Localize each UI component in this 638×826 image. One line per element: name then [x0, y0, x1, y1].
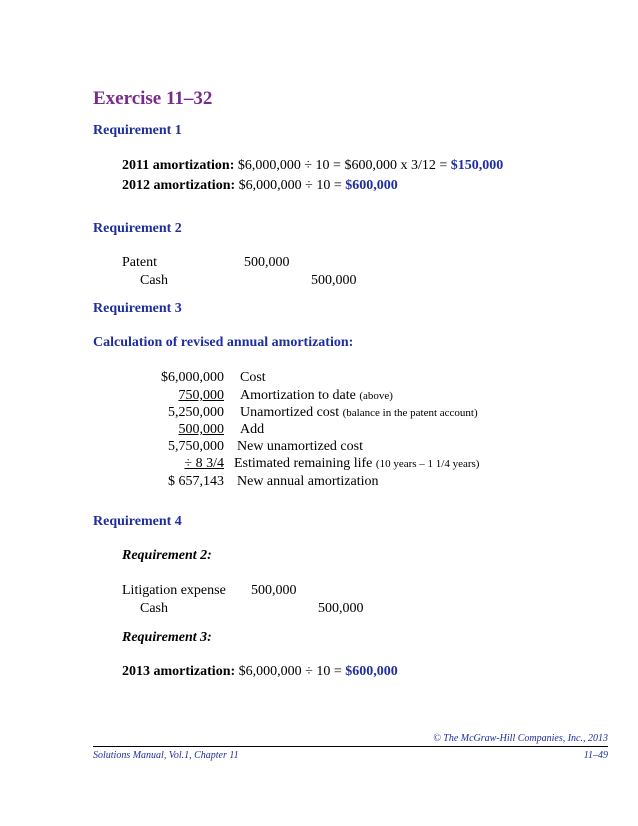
amortization-2011-label: 2011 amortization: — [122, 158, 235, 173]
calc-row-new-annual-amount: $ 657,143 — [168, 474, 224, 489]
requirement-1-heading: Requirement 1 — [93, 123, 182, 138]
calc-row-add-desc: Add — [240, 422, 265, 437]
calc-row-amortization-note: (above) — [359, 390, 393, 402]
journal-debit-account: Patent — [122, 255, 157, 270]
requirement-4-sub2-heading: Requirement 2: — [122, 548, 212, 563]
calc-row-new-unamortized-desc: New unamortized cost — [237, 439, 363, 454]
exercise-title: Exercise 11–32 — [93, 88, 213, 109]
amortization-2013-label: 2013 amortization: — [122, 664, 236, 679]
footer-source: Solutions Manual, Vol.1, Chapter 11 — [93, 750, 239, 761]
calc-row-remaining-life-label: Estimated remaining life — [234, 456, 373, 471]
footer-page-number: 11–49 — [583, 750, 608, 761]
calc-row-unamortized-desc — [240, 405, 478, 421]
litigation-credit-account: Cash — [140, 601, 168, 616]
requirement-3-heading: Requirement 3 — [93, 301, 182, 316]
calc-row-amortization-amount — [138, 388, 224, 404]
litigation-debit-account: Litigation expense — [122, 583, 226, 598]
calc-row-cost-label: Cost — [240, 370, 266, 385]
amortization-2012-label: 2012 amortization: — [122, 178, 236, 193]
calc-row-new-annual-desc: New annual amortization — [237, 474, 379, 489]
calc-row-unamortized-label: Unamortized cost — [240, 405, 340, 420]
requirement-2-heading: Requirement 2 — [93, 221, 182, 236]
litigation-credit-amount: 500,000 — [318, 601, 364, 616]
journal-debit-amount: 500,000 — [244, 255, 290, 270]
amortization-2011-expression: $6,000,000 ÷ 10 = $600,000 x 3/12 = — [237, 158, 448, 173]
amortization-2013-expression: $6,000,000 ÷ 10 = — [238, 664, 342, 679]
calc-row-amortization-label: Amortization to date — [240, 388, 356, 403]
requirement-4-heading: Requirement 4 — [93, 514, 182, 529]
amortization-2011-line — [122, 158, 503, 174]
amortization-2012-line — [122, 178, 398, 194]
calc-row-unamortized-note: (balance in the patent account) — [342, 407, 478, 419]
amortization-2012-expression: $6,000,000 ÷ 10 = — [238, 178, 342, 193]
calc-row-amortization-value: 750,000 — [178, 388, 224, 403]
calc-row-remaining-life-desc — [234, 456, 479, 472]
calc-row-remaining-life-value: ÷ 8 3/4 — [184, 456, 224, 471]
calculation-heading: Calculation of revised annual amortization: — [93, 335, 354, 350]
calc-row-add-amount — [138, 422, 224, 438]
amortization-2013-result: $600,000 — [345, 664, 398, 679]
requirement-4-sub3-heading: Requirement 3: — [122, 630, 212, 645]
calc-row-remaining-life-amount — [138, 456, 224, 472]
litigation-debit-amount: 500,000 — [251, 583, 297, 598]
journal-credit-amount: 500,000 — [311, 273, 357, 288]
calc-row-cost-amount: $6,000,000 — [161, 370, 224, 385]
footer-copyright: © The McGraw-Hill Companies, Inc., 2013 — [433, 733, 608, 744]
calc-row-cost-desc — [240, 370, 266, 386]
amortization-2012-result: $600,000 — [345, 178, 398, 193]
amortization-2011-result: $150,000 — [450, 158, 504, 173]
calc-row-new-unamortized-amount: 5,750,000 — [168, 439, 224, 454]
amortization-2013-line — [122, 664, 398, 680]
calc-row-amortization-desc — [240, 388, 393, 404]
calc-row-remaining-life-note: (10 years – 1 1/4 years) — [375, 458, 480, 470]
journal-credit-account: Cash — [140, 273, 168, 288]
footer-divider — [93, 746, 608, 747]
calc-row-add-value: 500,000 — [178, 422, 224, 437]
calc-row-unamortized-amount: 5,250,000 — [168, 405, 224, 420]
